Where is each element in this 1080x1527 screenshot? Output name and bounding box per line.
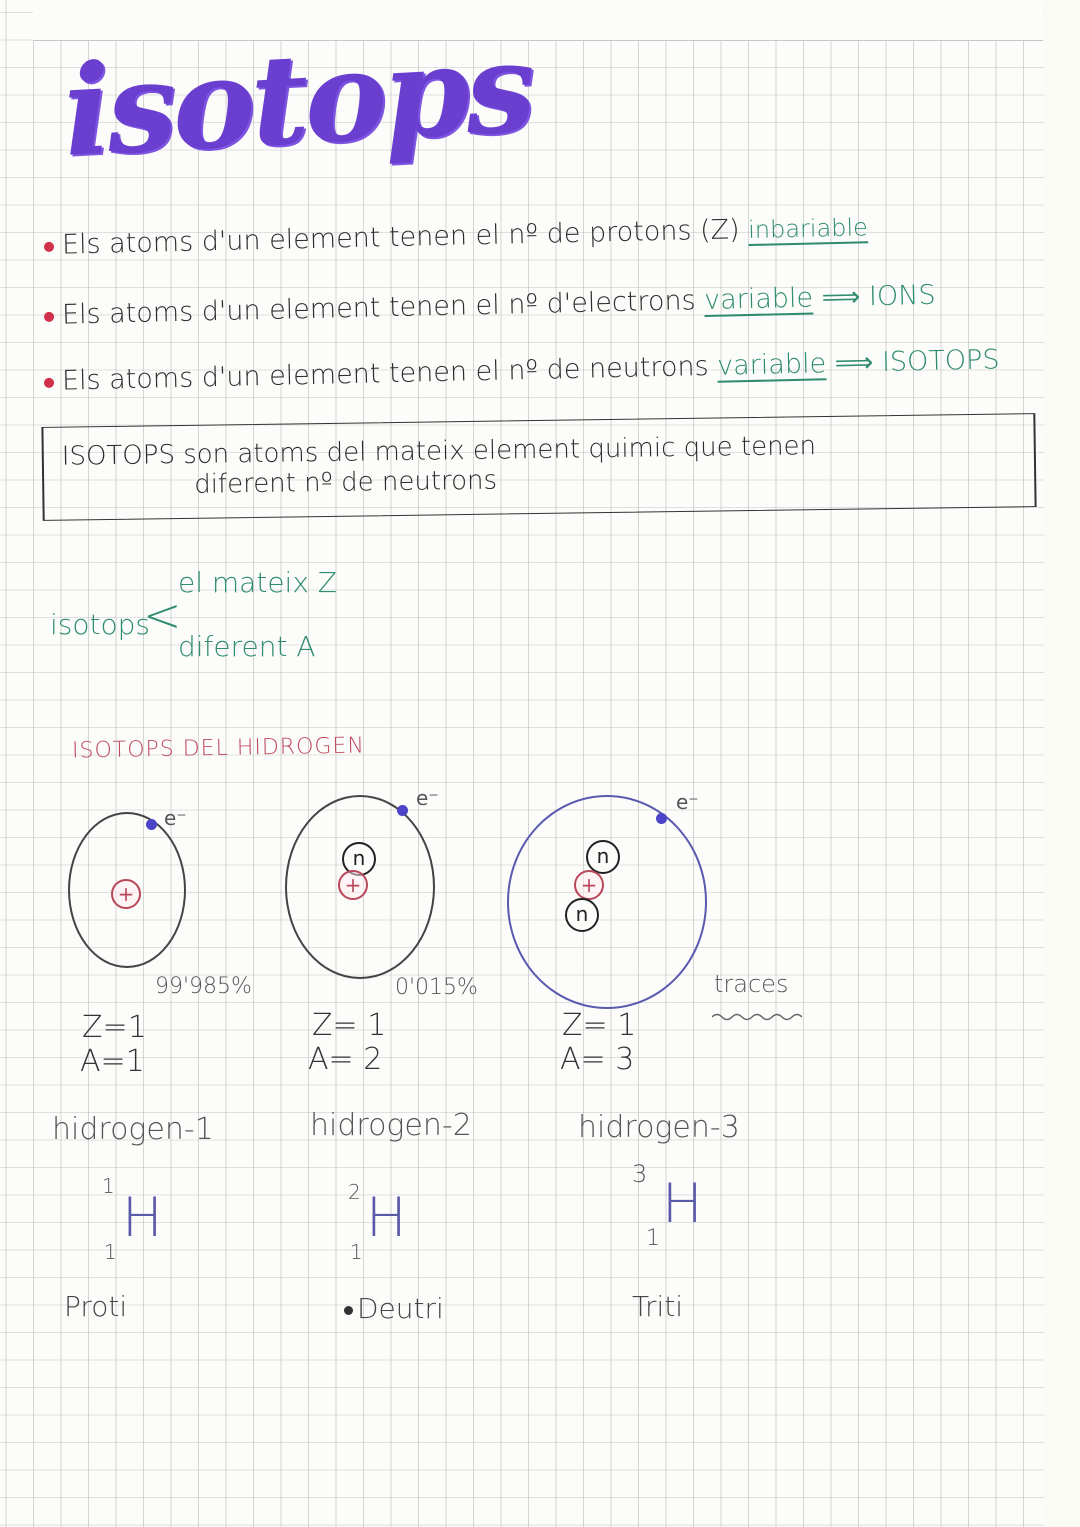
branch-root: isotops [50, 608, 150, 641]
electron-icon [397, 805, 408, 816]
bullet-icon [44, 241, 54, 251]
highlight-invariable: inbariable [747, 213, 869, 245]
statement-neutrons: Els atoms d'un element tenen el nº de neutrons variable ⟹ ISOTOPS [44, 344, 1000, 397]
branch-bracket-icon: < [143, 588, 182, 642]
neutron-icon: n [342, 842, 376, 876]
proton-icon: + [574, 870, 604, 900]
mass-number: 3 [632, 1160, 648, 1188]
bullet-icon [344, 1306, 353, 1315]
branch-top: el mateix Z [178, 566, 337, 599]
squiggle-underline-icon [712, 1012, 802, 1022]
electron-label: e⁻ [164, 806, 187, 830]
isotope-name: hidrogen-1 [52, 1112, 214, 1147]
abundance: traces [714, 970, 789, 998]
definition-box [41, 413, 1036, 521]
atomic-number: 1 [646, 1226, 660, 1251]
mass-number: 1 [102, 1174, 115, 1198]
definition-line-2: diferent nº de neutrons [194, 465, 498, 500]
z-value: Z=1 [82, 1010, 147, 1045]
orbit-icon [507, 795, 707, 1009]
atomic-number: 1 [350, 1240, 363, 1264]
z-value: Z= 1 [562, 1008, 637, 1043]
isotope-name: hidrogen-2 [310, 1108, 472, 1143]
bullet-icon [44, 311, 54, 321]
a-value: A= 3 [560, 1042, 635, 1077]
arrow-icon: ⟹ [821, 281, 861, 314]
neutron-icon: n [565, 898, 599, 932]
a-value: A=1 [80, 1044, 145, 1079]
definition-line-1: ISOTOPS son atoms del mateix element quimic que tenen [61, 431, 817, 472]
mass-number: 2 [348, 1180, 361, 1204]
z-value: Z= 1 [312, 1008, 387, 1043]
isotope-nickname: Triti [632, 1290, 684, 1323]
proton-icon: + [338, 870, 368, 900]
isotope-nickname: Deutri [344, 1292, 444, 1325]
electron-icon [656, 813, 667, 824]
a-value: A= 2 [308, 1042, 383, 1077]
arrow-icon: ⟹ [834, 347, 874, 380]
element-symbol: H [122, 1186, 163, 1249]
isotope-name: hidrogen-3 [578, 1110, 740, 1145]
result-isotops: ISOTOPS [881, 344, 1000, 378]
statement-electrons: Els atoms d'un element tenen el nº d'electrons variable ⟹ IONS [44, 280, 936, 331]
atomic-number: 1 [104, 1240, 117, 1264]
element-symbol: H [662, 1172, 703, 1235]
page-edge [1044, 0, 1080, 1527]
statement-protons: Els atoms d'un element tenen el nº de protons (Z) inbariable [44, 211, 869, 261]
page-title: isotops [60, 15, 536, 185]
highlight-variable: variable [703, 282, 814, 317]
isotope-nickname: Proti [64, 1290, 128, 1323]
result-ions: IONS [868, 279, 936, 313]
electron-label: e⁻ [676, 790, 699, 814]
abundance: 0'015% [395, 975, 478, 1000]
abundance: 99'985% [155, 974, 252, 999]
highlight-variable: variable [716, 348, 827, 382]
electron-label: e⁻ [416, 786, 439, 810]
proton-icon: + [111, 879, 141, 909]
branch-bottom: diferent A [178, 630, 316, 663]
section-title: ISOTOPS DEL HIDROGEN [71, 733, 366, 764]
neutron-icon: n [586, 840, 620, 874]
element-symbol: H [366, 1186, 407, 1249]
bullet-icon [44, 377, 54, 387]
electron-icon [146, 819, 157, 830]
